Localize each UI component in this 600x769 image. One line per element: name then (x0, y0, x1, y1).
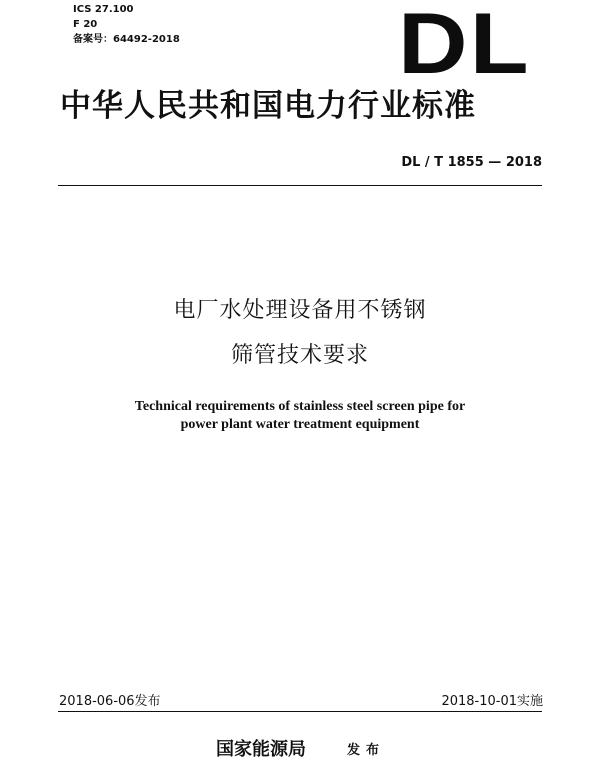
ics-code: ICS 27.100 (73, 4, 134, 15)
top-divider (58, 185, 542, 186)
english-title-line-2: power plant water treatment equipment (180, 417, 420, 432)
english-title-line-1: Technical requirements of stainless steel screen pipe for (134, 399, 466, 414)
chinese-title-line-2: 筛管技术要求 (230, 343, 369, 368)
standard-category-title: 中华人民共和国电力行业标准 (60, 88, 476, 124)
implementation-date: 2018-10-01实施 (441, 694, 543, 709)
record-number: 备案号：64492-2018 (73, 34, 180, 45)
chinese-title-line-1: 电厂水处理设备用不锈钢 (173, 298, 427, 323)
issued-label: 发布 (347, 743, 386, 758)
document-metadata (73, 2, 180, 47)
ccs-code: F 20 (73, 19, 98, 30)
issue-date: 2018-06-06发布 (59, 694, 161, 709)
dl-logo: DL (398, 0, 531, 92)
bottom-divider (58, 711, 542, 712)
issuing-authority: 国家能源局 (216, 739, 306, 760)
standard-number: DL / T 1855 — 2018 (401, 155, 542, 170)
